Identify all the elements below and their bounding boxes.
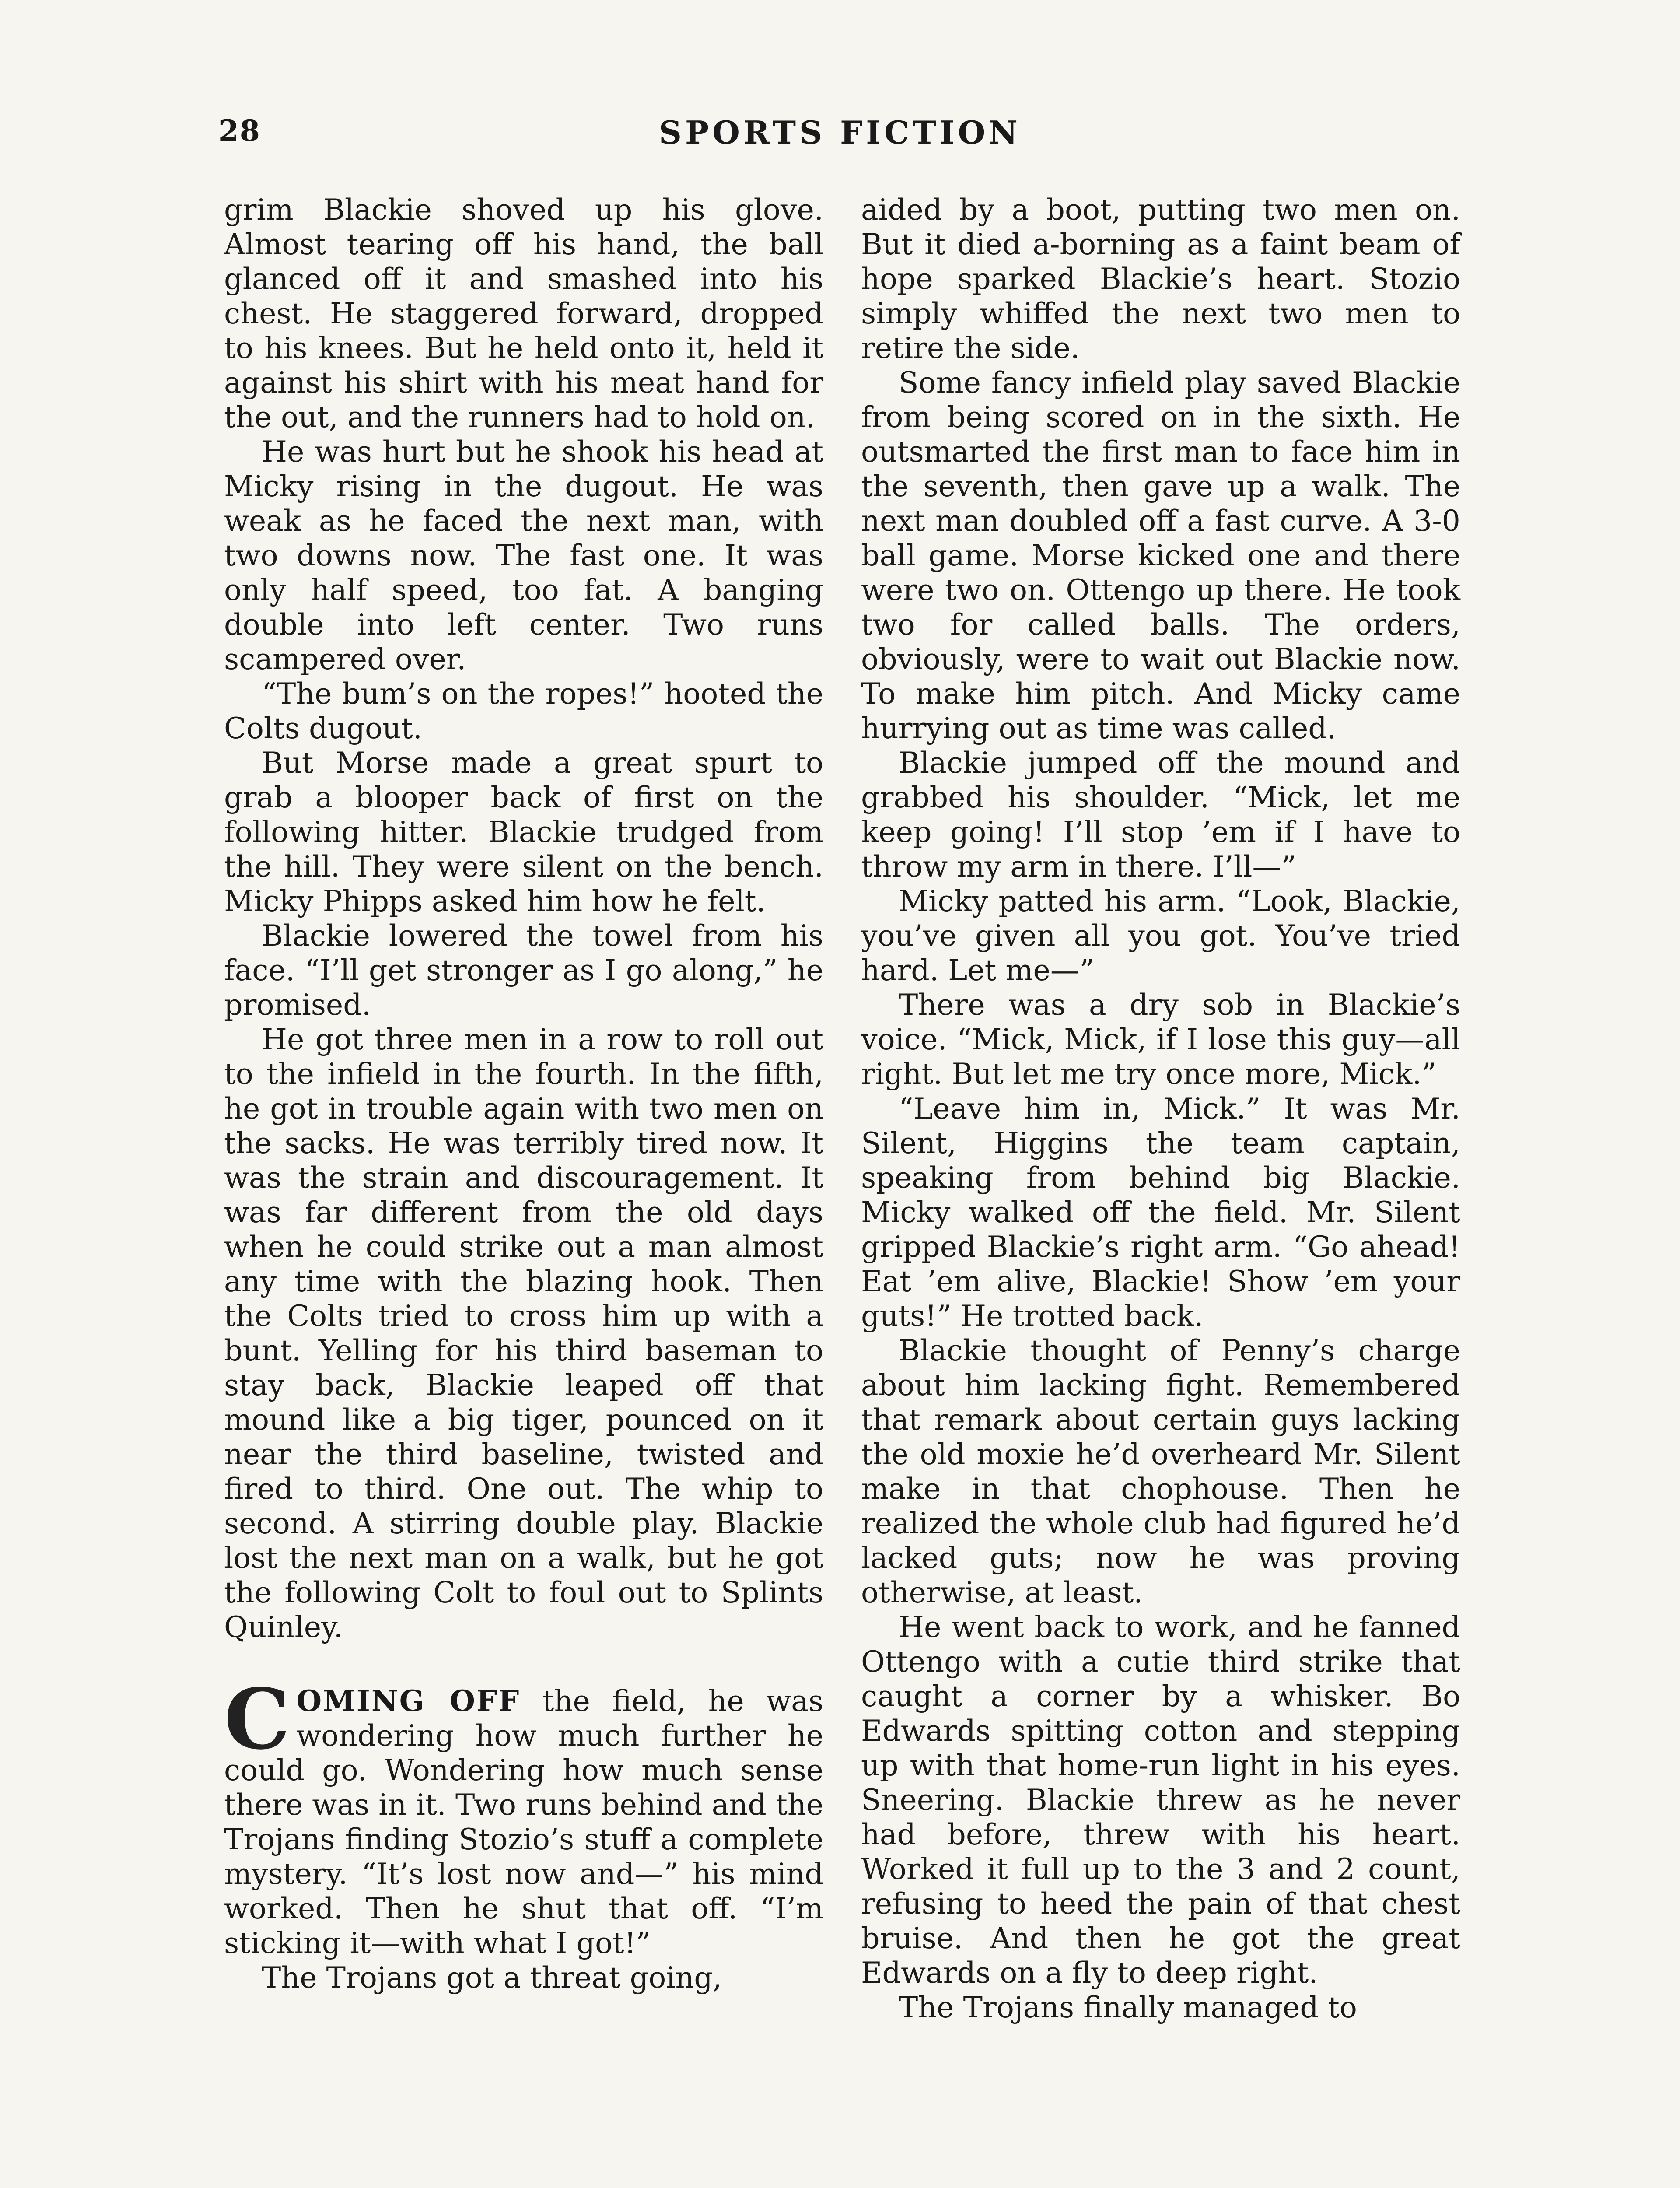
paragraph: The Trojans finally managed to	[899, 1990, 1357, 2024]
paragraph: “The bum’s on the ropes!” hooted the Colts dugout.	[224, 677, 823, 745]
page-number: 28	[219, 114, 261, 148]
section-break-paragraph	[224, 1670, 823, 1960]
paragraph: He went back to work, and he fanned Ottengo with a cutie third strike that caught a corner by a whisker. Bo Edwards spitting cotton and stepping up with that home-run light in his eyes. Sneering. Blackie threw as he never had before, threw with his heart. Worked it full up to the 3 and 2 count, refusing to heed the pain of that chest bruise. And then he got the great Edwards on a fly to deep right.	[861, 1610, 1460, 1990]
paragraph: But Morse made a great spurt to grab a blooper back of first on the following hitter. Blackie trudged from the hill. They were silent on the bench. Micky Phipps asked him how he felt.	[224, 746, 823, 918]
paragraph: aided by a boot, putting two men on. But it died a-borning as a faint beam of hope sparked Blackie’s heart. Stozio simply whiffed the next two men to retire the side.	[861, 193, 1460, 365]
paragraph: Blackie jumped off the mound and grabbed his shoulder. “Mick, let me keep going! I’ll stop ’em if I have to throw my arm in there. I’ll—”	[861, 746, 1460, 884]
paragraph: He got three men in a row to roll out to the infield in the fourth. In the fifth, he got in trouble again with two men on the sacks. He was terribly tired now. It was the strain and discouragement. It was far different from the old days when he could strike out a man almost any time with the blazing hook. Then the Colts tried to cross him up with a bunt. Yelling for his third baseman to stay back, Blackie leaped off that mound like a big tiger, pounced on it near the third baseline, twisted and fired to third. One out. The whip to second. A stirring double play. Blackie lost the next man on a walk, but he got the following Colt to foul out to Splints Quinley.	[224, 1022, 823, 1644]
paragraph: Blackie thought of Penny’s charge about him lacking fight. Remembered that remark about certain guys lacking the old moxie he’d overheard Mr. Silent make in that chophouse. Then he realized the whole club had figured he’d lacked guts; now he was proving otherwise, at least.	[861, 1333, 1460, 1609]
lead-in: OMING OFF	[296, 1684, 521, 1718]
section-text: the field, he was wondering how much further he could go. Wondering how much sense there was in it. Two runs behind and the Trojans finding Stozio’s stuff a complete mystery. “It’s lost now and—” his mind worked. Then he shut that off. “I’m sticking it—with what I got!”	[224, 1684, 823, 1960]
paragraph: Blackie lowered the towel from his face. “I’ll get stronger as I go along,” he promised.	[224, 919, 823, 1022]
paragraph: He was hurt but he shook his head at Micky rising in the dugout. He was weak as he faced the next man, with two downs now. The fast one. It was only half speed, too fat. A banging double into left center. Two runs scampered over.	[224, 435, 823, 676]
magazine-title: SPORTS FICTION	[659, 114, 1021, 151]
paragraph: grim Blackie shoved up his glove. Almost tearing off his hand, the ball glanced off it and smashed into his chest. He staggered forward, dropped to his knees. But he held onto it, held it against his shirt with his meat hand for the out, and the runners had to hold on.	[224, 193, 823, 434]
left-column	[224, 193, 823, 1995]
drop-cap: C	[224, 1670, 290, 1768]
page-header	[219, 114, 1461, 166]
paragraph: Micky patted his arm. “Look, Blackie, you’ve given all you got. You’ve tried hard. Let me—”	[861, 884, 1460, 987]
paragraph: There was a dry sob in Blackie’s voice. “Mick, Mick, if I lose this guy—all right. But let me try once more, Mick.”	[861, 988, 1460, 1091]
paragraph: The Trojans got a threat going,	[262, 1960, 722, 1995]
paragraph: “Leave him in, Mick.” It was Mr. Silent, Higgins the team captain, speaking from behind big Blackie. Micky walked off the field. Mr. Silent gripped Blackie’s right arm. “Go ahead! Eat ’em alive, Blackie! Show ’em your guts!” He trotted back.	[861, 1091, 1460, 1333]
right-column	[861, 193, 1460, 2025]
paragraph: Some fancy infield play saved Blackie from being scored on in the sixth. He outsmarted the first man to face him in the seventh, then gave up a walk. The next man doubled off a fast curve. A 3-0 ball game. Morse kicked one and there were two on. Ottengo up there. He took two for called balls. The orders, obviously, were to wait out Blackie now. To make him pitch. And Micky came hurrying out as time was called.	[861, 365, 1460, 745]
